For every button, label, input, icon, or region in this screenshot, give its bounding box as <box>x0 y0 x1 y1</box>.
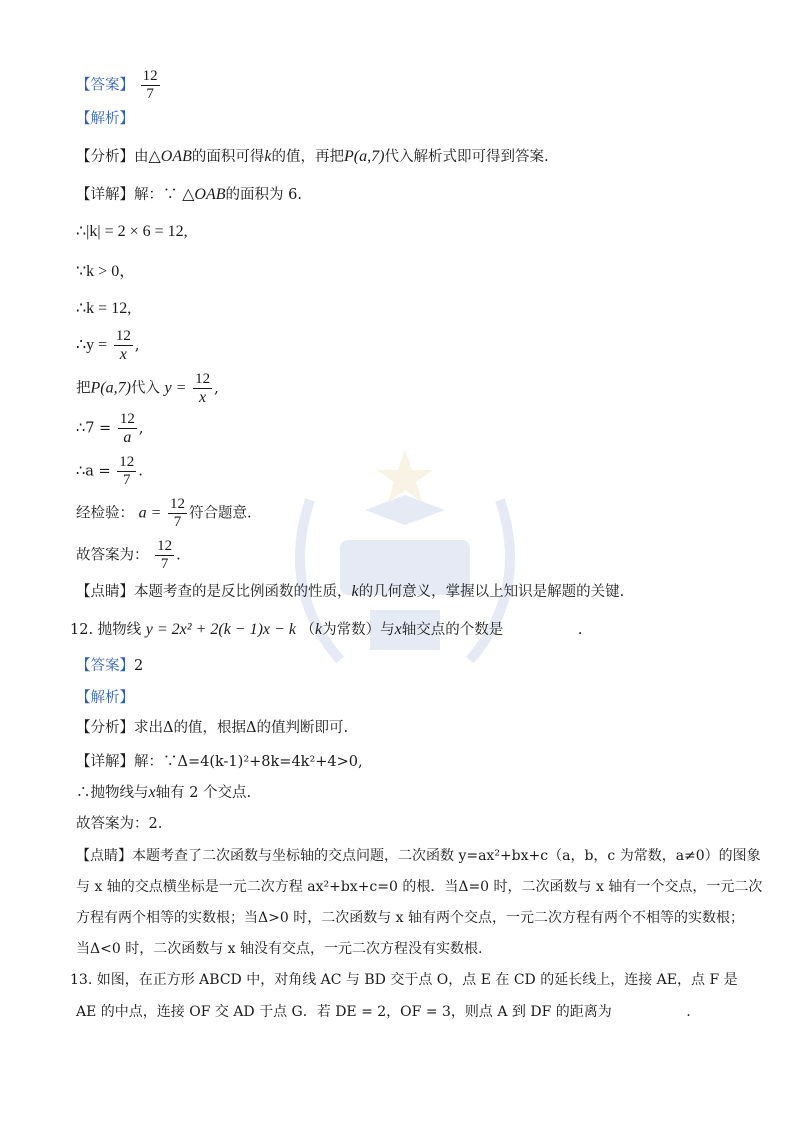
fenxi-line <box>76 718 348 738</box>
answer-tag: 【答案】 <box>76 658 134 674</box>
text: , <box>214 380 219 397</box>
math-x: x <box>148 784 156 801</box>
fenxi-tag: 【分析】 <box>76 720 134 736</box>
answer-line <box>76 68 162 103</box>
text: 为常数）与 <box>322 622 395 638</box>
text: . <box>138 463 143 480</box>
math-triangle: △OAB <box>148 148 192 165</box>
math-point: P(a,7) <box>344 148 385 165</box>
math-equation: y = 2x² + 2(k − 1)x − k <box>145 621 296 638</box>
fraction <box>155 538 174 573</box>
fraction-numerator: 12 <box>119 454 135 470</box>
math-k: k <box>315 621 323 638</box>
math-x: x <box>394 621 402 638</box>
question-12 <box>70 620 582 640</box>
text: 故答案为： <box>76 547 149 564</box>
watermark-logo-icon <box>270 440 540 690</box>
text: , <box>138 420 144 437</box>
text: 经检验： <box>76 505 134 522</box>
text: ∴a = <box>76 463 111 480</box>
xiangjie-line <box>76 752 363 772</box>
dianjing-line-3: 方程有两个相等的实数根；当Δ>0 时，二次函数与 x 轴有两个交点，一元二次方程有两个不相等的实数根； <box>76 910 744 926</box>
fraction <box>118 411 137 446</box>
fraction-denominator: 7 <box>173 514 182 530</box>
answer-fraction <box>141 68 160 103</box>
text: 本题考查的是反比例函数的性质， <box>134 584 352 600</box>
dianjing-line <box>76 582 624 602</box>
dianjing-tag: 【点睛】 <box>76 584 134 600</box>
analysis-tag-line <box>76 688 134 708</box>
fraction-numerator: 12 <box>119 411 135 427</box>
xiangjie-line <box>76 185 302 205</box>
text: 12. 抛物线 <box>70 622 142 638</box>
step-3: ∴k = 12, <box>76 300 132 317</box>
fraction-numerator: 12 <box>170 496 186 512</box>
fraction-numerator: 12 <box>142 68 158 84</box>
text: 本题考查了二次函数与坐标轴的交点问题，二次函数 y=ax²+bx+c（a，b，c 为常数，a≠0）的图象 <box>132 848 761 864</box>
text: （ <box>300 622 316 638</box>
text: , <box>134 337 140 354</box>
fraction <box>168 496 187 531</box>
text: ∴y = <box>76 336 108 354</box>
fraction-denominator: a <box>123 429 132 446</box>
fraction-denominator: 7 <box>146 86 154 102</box>
answer-tag: 【答案】 <box>76 77 134 94</box>
text: 代入 <box>130 380 160 397</box>
step-2: ∵k > 0， <box>76 263 136 280</box>
analysis-tag: 【解析】 <box>76 111 134 127</box>
question-13-line-1: 13. 如图，在正方形 ABCD 中，对角线 AC 与 BD 交于点 O，点 E 在 CD 的延长线上，连接 AE，点 F 是 <box>70 972 738 988</box>
fraction <box>193 371 212 406</box>
step-5 <box>76 371 219 406</box>
step-7 <box>76 454 143 489</box>
fraction-numerator: 12 <box>195 371 211 387</box>
text: 符合题意. <box>189 505 252 522</box>
analysis-tag-line <box>76 109 134 129</box>
text: 求出Δ的值，根据Δ的值判断即可. <box>134 720 349 736</box>
text: 的值，再把 <box>271 149 345 165</box>
fraction-numerator: 12 <box>157 538 173 554</box>
fraction-denominator: x <box>119 346 127 363</box>
fraction-denominator: 7 <box>160 556 169 572</box>
math-k: k <box>264 148 272 165</box>
text: 轴交点的个数是 <box>401 622 504 638</box>
dianjing-line-2: 与 x 轴的交点横坐标是一元二次方程 ax²+bx+c=0 的根．当Δ=0 时，二次函数与 x 轴有一个交点，一元二次 <box>76 879 763 895</box>
answer-value: 2 <box>134 658 144 674</box>
text: . <box>577 622 583 638</box>
text: . <box>686 1004 691 1020</box>
fraction-denominator: x <box>199 389 207 406</box>
step-4 <box>76 328 139 363</box>
math-a: a = <box>138 504 162 522</box>
text: 的面积为 6. <box>225 187 302 203</box>
dianjing-line-4: 当Δ<0 时，二次函数与 x 轴没有交点，一元二次方程没有实数根. <box>76 941 483 957</box>
answer-line <box>76 656 143 676</box>
math-triangle: △OAB <box>182 186 226 203</box>
text: 的面积可得 <box>191 149 265 165</box>
text: ∴抛物线与 <box>76 785 149 801</box>
text: 的几何意义，掌握以上知识是解题的关键. <box>358 584 625 600</box>
check-line <box>76 496 252 531</box>
fraction <box>114 328 133 363</box>
math-point: P(a,7) <box>90 379 131 397</box>
math-k: k <box>351 583 359 600</box>
step-6 <box>76 411 143 446</box>
conclusion-line <box>76 783 251 803</box>
text: 解：∵Δ=4(k-1)²+8k=4k²+4>0, <box>134 754 363 770</box>
text: AE 的中点，连接 OF 交 AD 于点 G．若 DE = 2，OF = 3，则点 A 到 DF 的距离为 <box>76 1004 612 1020</box>
fraction <box>117 454 136 489</box>
text: ∴7 = <box>76 420 112 437</box>
dianjing-tag: 【点睛】 <box>76 848 132 864</box>
final-answer-line: 故答案为：2. <box>76 816 163 832</box>
text: 解：∵ <box>134 187 178 203</box>
text: 把 <box>76 380 91 397</box>
question-13-line-2 <box>76 1002 691 1022</box>
xiangjie-tag: 【详解】 <box>76 754 134 770</box>
xiangjie-tag: 【详解】 <box>76 187 134 203</box>
fraction-numerator: 12 <box>115 328 131 344</box>
analysis-tag: 【解析】 <box>76 690 134 706</box>
step-1: ∴|k| = 2 × 6 = 12, <box>76 223 188 240</box>
text: 轴有 2 个交点. <box>155 785 252 801</box>
math-y: y = <box>164 379 187 397</box>
fenxi-tag: 【分析】 <box>76 149 134 165</box>
final-answer-line <box>76 538 181 573</box>
text: . <box>176 547 181 564</box>
fraction-denominator: 7 <box>123 472 131 488</box>
fenxi-line <box>76 147 549 167</box>
text: 由 <box>134 149 149 165</box>
text: 代入解析式即可得到答案. <box>384 149 549 165</box>
dianjing-line-1 <box>76 846 761 866</box>
